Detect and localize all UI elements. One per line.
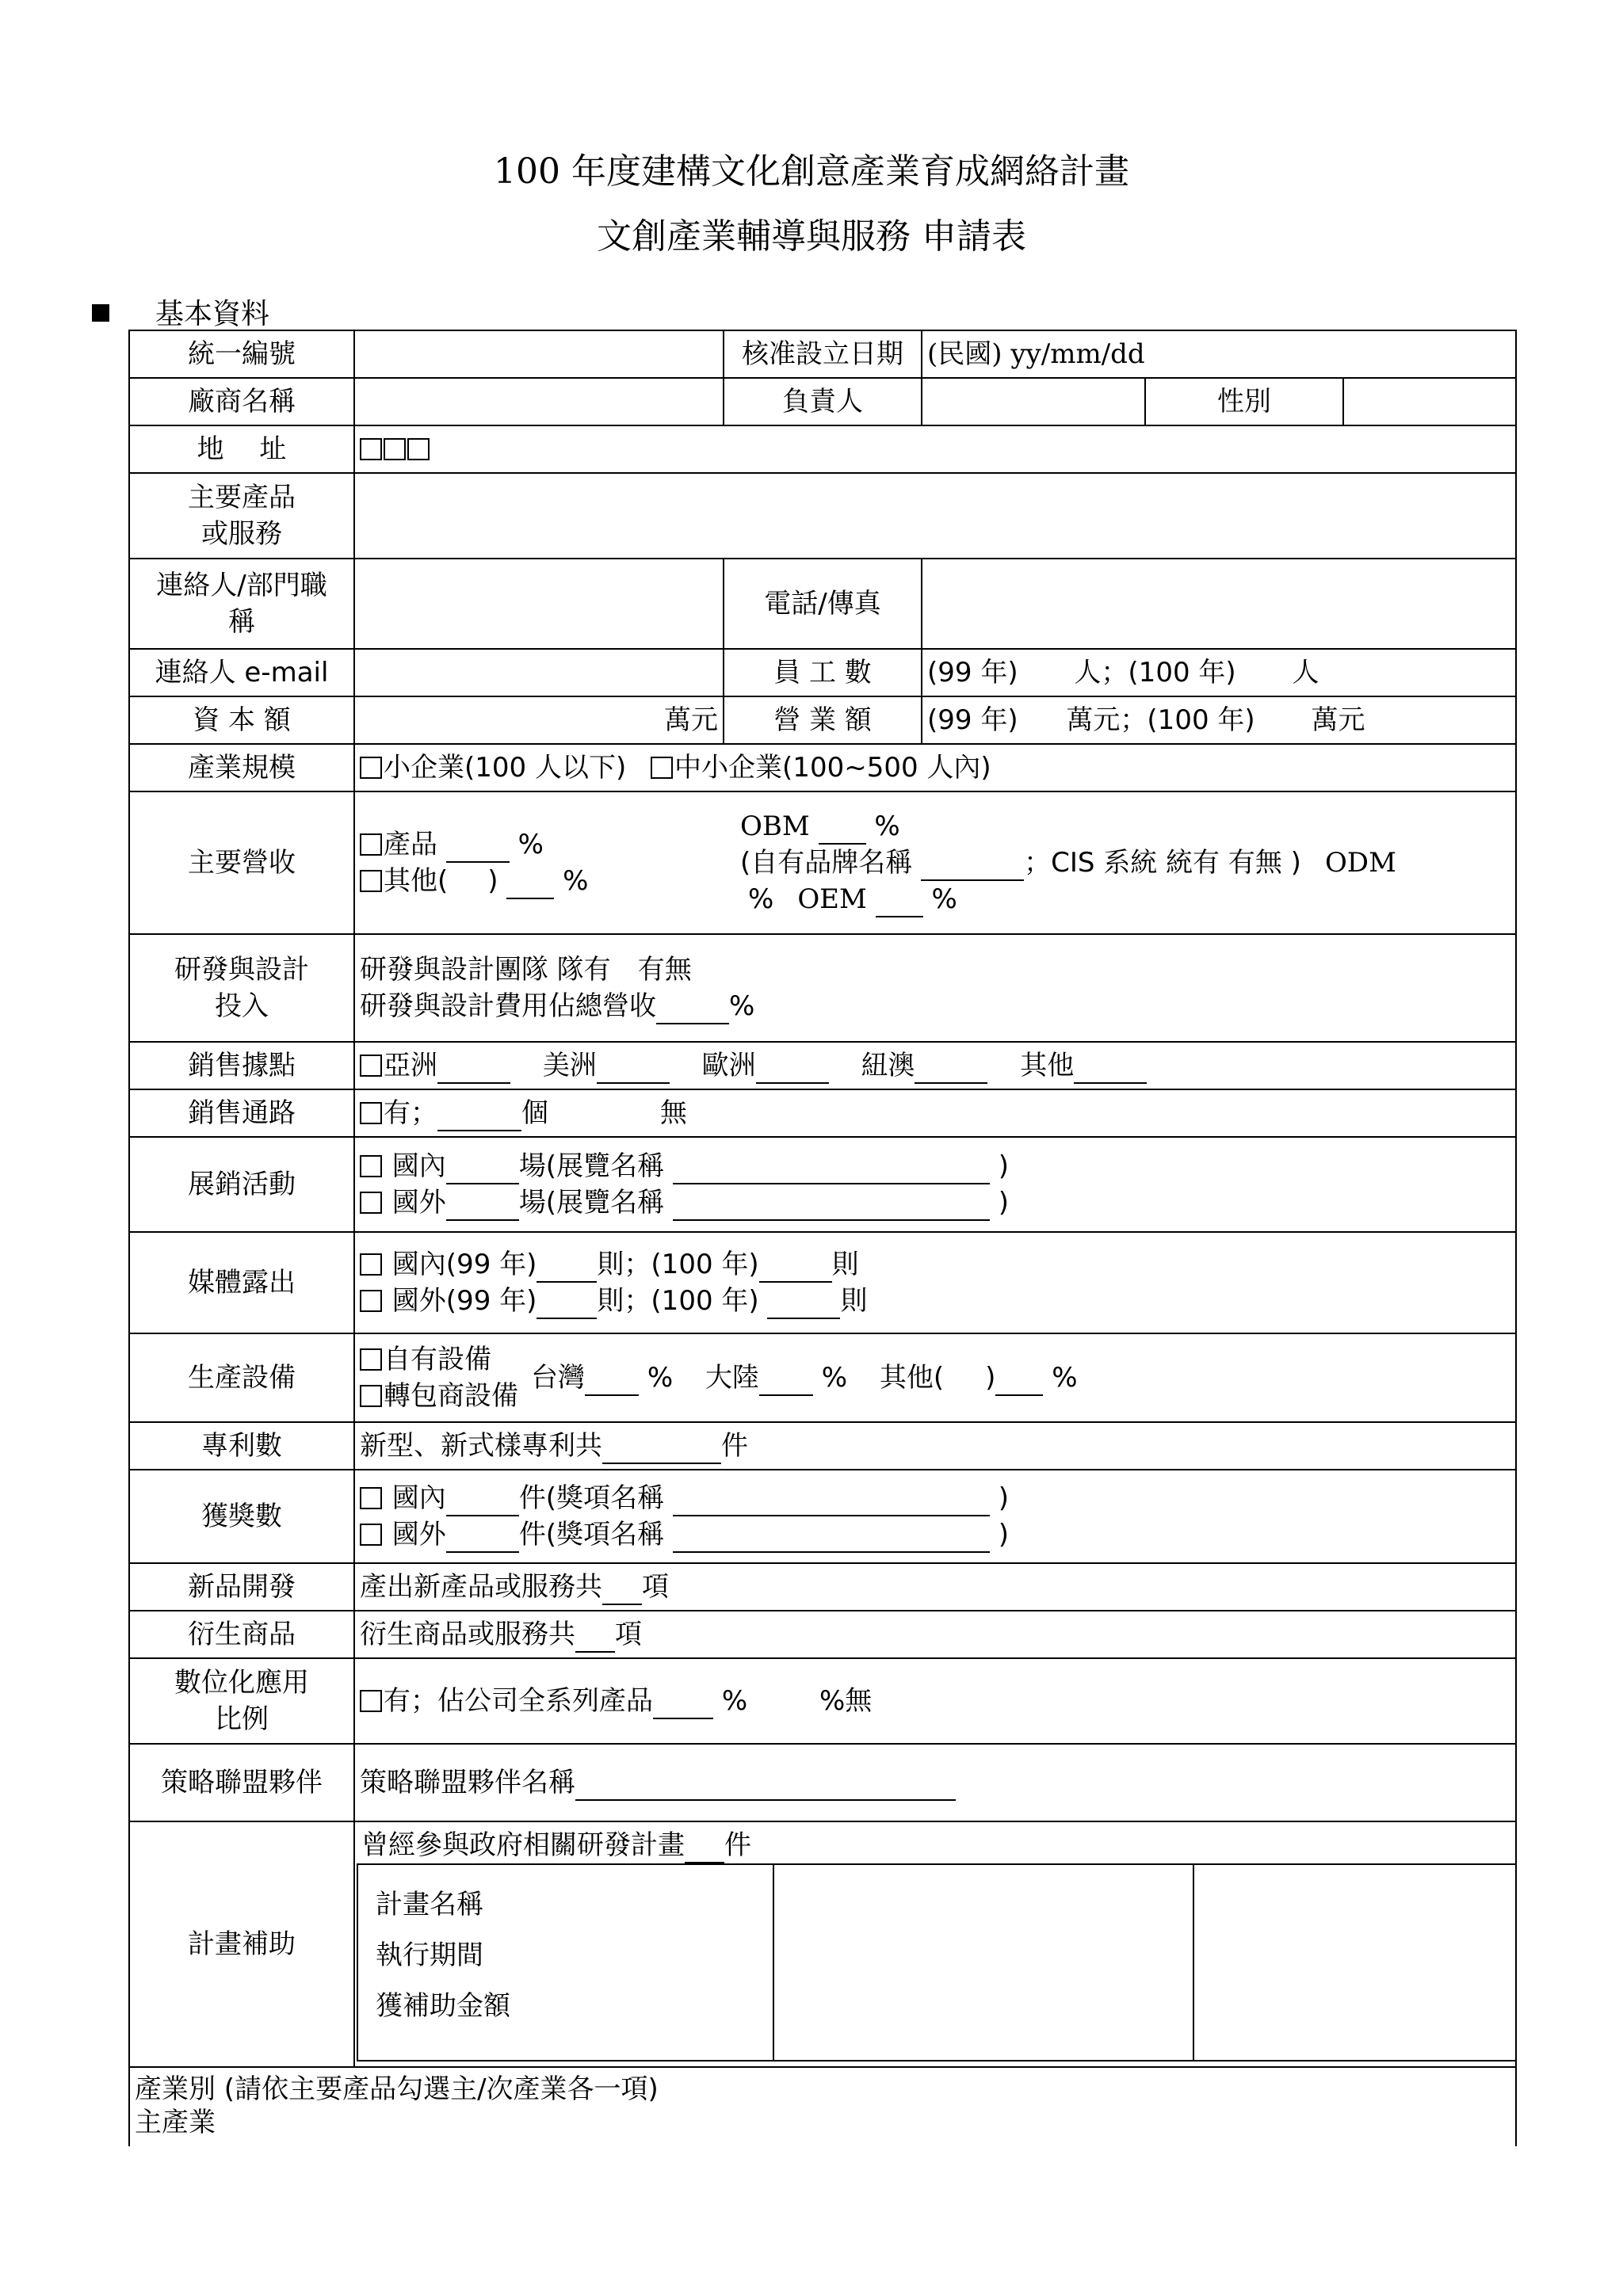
text-close: ) — [998, 1482, 1009, 1514]
application-form-table — [128, 330, 1517, 2146]
pct-sign: % — [748, 883, 774, 915]
postcode-box-icon[interactable] — [407, 438, 430, 460]
label-scale: 產業規模 — [129, 744, 354, 791]
label-derivative: 衍生商品 — [129, 1611, 354, 1658]
text-derivative-unit: 項 — [615, 1619, 642, 1650]
blank-alliance[interactable] — [575, 1769, 956, 1801]
revenue-99: (99 年) — [927, 704, 1018, 736]
text-media-end: 則 — [840, 1285, 868, 1317]
blank-media-foreign-99[interactable] — [537, 1287, 597, 1319]
label-equipment: 生產設備 — [129, 1333, 354, 1422]
pct-sign: % — [647, 1362, 674, 1394]
label-awards: 獲獎數 — [129, 1470, 354, 1563]
industry-instruction: 產業別 (請依主要產品勾選主/次產業各一項) — [135, 2073, 659, 2105]
field-exhibition — [354, 1137, 1516, 1232]
row-subsidy — [129, 1821, 1516, 2067]
field-digital — [354, 1658, 1516, 1744]
label-employees: 員 工 數 — [724, 649, 922, 696]
pct-sign: % — [721, 1685, 748, 1717]
blank-subsidy-count[interactable] — [685, 1832, 724, 1863]
text-alliance: 策略聯盟夥伴名稱 — [360, 1767, 575, 1798]
field-media — [354, 1232, 1516, 1333]
row-email — [129, 649, 1516, 696]
blank-exhibition-foreign-name[interactable] — [673, 1189, 990, 1221]
text-china: 大陸 — [705, 1362, 759, 1394]
blank-rnd-pct[interactable] — [656, 993, 729, 1024]
postcode-box-icon[interactable] — [384, 438, 406, 460]
rnd-team: 研發與設計團隊 隊有 有無 — [360, 954, 692, 986]
pct-sign: % — [1052, 1362, 1078, 1394]
row-scale — [129, 744, 1516, 791]
field-main-product[interactable] — [354, 473, 1516, 559]
field-subsidy-amount: 獲補助金額 — [376, 1990, 510, 2022]
field-address[interactable] — [354, 425, 1516, 473]
text-own-equipment: 自有設備 — [384, 1344, 491, 1375]
checkbox-own-equipment[interactable] — [360, 1348, 382, 1371]
label-sales-points: 銷售據點 — [129, 1042, 354, 1089]
text-media-domestic: 國內(99 年) — [384, 1249, 537, 1280]
blank-media-domestic-99[interactable] — [537, 1251, 597, 1283]
label-digital-line1: 數位化應用 — [174, 1667, 309, 1699]
checkbox-exhibition-domestic[interactable] — [360, 1155, 382, 1177]
subsidy-entry-col2[interactable] — [1193, 1864, 1515, 2061]
label-capital: 資 本 額 — [129, 696, 354, 744]
blank-new-product[interactable] — [602, 1573, 642, 1605]
label-approval-date: 核准設立日期 — [724, 330, 922, 378]
text-equip-other-close: ) — [985, 1362, 996, 1394]
text-exhibition-name: 場(展覽名稱 — [518, 1187, 665, 1219]
row-sales-points — [129, 1042, 1516, 1089]
field-project-name: 計畫名稱 — [376, 1889, 483, 1920]
field-capital[interactable]: 萬元 — [354, 696, 724, 744]
row-exhibition — [129, 1137, 1516, 1232]
checkbox-awards-foreign[interactable] — [360, 1524, 382, 1546]
label-address: 地 址 — [129, 425, 354, 473]
revenue-100: 萬元；(100 年) — [1066, 704, 1255, 736]
blank-taiwan[interactable] — [585, 1364, 639, 1396]
text-other-close: ) — [487, 865, 498, 897]
text-odm: ODM — [1324, 847, 1396, 879]
blank-europe[interactable] — [756, 1052, 829, 1084]
opt-sme: 中小企業(100~500 人內) — [674, 752, 991, 784]
row-industry — [129, 2067, 1516, 2146]
text-new-product: 產出新產品或服務共 — [360, 1571, 602, 1603]
text-domestic: 國內 — [384, 1482, 446, 1514]
label-contact-line2: 稱 — [228, 606, 255, 638]
blank-equip-other[interactable] — [995, 1364, 1043, 1396]
text-derivative: 衍生商品或服務共 — [360, 1619, 575, 1650]
pct-sign: % — [729, 990, 755, 1022]
text-close: ) — [998, 1187, 1009, 1219]
blank-oem[interactable] — [876, 886, 923, 917]
blank-awards-foreign-count[interactable] — [446, 1521, 519, 1553]
text-equip-other: 其他( — [879, 1362, 945, 1394]
label-owner: 負責人 — [724, 378, 922, 425]
checkbox-exhibition-foreign[interactable] — [360, 1192, 382, 1214]
label-patents: 專利數 — [129, 1422, 354, 1470]
row-media — [129, 1232, 1516, 1333]
row-main-product — [129, 473, 1516, 559]
text-close: ) — [998, 1150, 1009, 1182]
text-subsidy: 曾經參與政府相關研發計畫 — [361, 1829, 685, 1861]
field-alliance — [354, 1744, 1516, 1821]
blank-media-foreign-100[interactable] — [767, 1287, 840, 1319]
text-asia: 亞洲 — [384, 1050, 437, 1081]
checkbox-media-domestic[interactable] — [360, 1253, 382, 1276]
revenue-unit: 萬元 — [1311, 704, 1365, 736]
employees-100: 人；(100 年) — [1074, 657, 1236, 688]
label-new-product: 新品開發 — [129, 1563, 354, 1611]
blank-product-pct[interactable] — [446, 831, 510, 863]
field-awards — [354, 1470, 1516, 1563]
blank-obm[interactable] — [819, 813, 866, 845]
field-subsidy — [354, 1821, 1516, 2067]
label-subsidy: 計畫補助 — [129, 1821, 354, 2067]
pct-sign: % — [931, 883, 957, 915]
text-patents-unit: 件 — [721, 1430, 748, 1462]
text-other-region: 其他 — [1020, 1050, 1075, 1081]
text-brand: (自有品牌名稱 — [740, 847, 913, 879]
text-media-end: 則 — [831, 1249, 859, 1280]
row-sales-channel — [129, 1089, 1516, 1137]
employees-unit: 人 — [1292, 657, 1319, 688]
field-patents — [354, 1422, 1516, 1470]
blank-other-pct[interactable] — [506, 868, 554, 899]
label-company-name: 廠商名稱 — [129, 378, 354, 425]
text-other: 其他( — [384, 865, 449, 897]
checkbox-digital[interactable] — [360, 1690, 382, 1712]
checkbox-product[interactable] — [360, 833, 382, 856]
field-scale — [354, 744, 1516, 791]
field-gender[interactable] — [1343, 378, 1516, 425]
label-exhibition: 展銷活動 — [129, 1137, 354, 1232]
text-foreign: 國外 — [384, 1187, 446, 1219]
label-gender: 性別 — [1145, 378, 1343, 425]
blank-exhibition-foreign-count[interactable] — [446, 1189, 519, 1221]
row-patents — [129, 1422, 1516, 1470]
field-sales-channel — [354, 1089, 1516, 1137]
row-address — [129, 425, 1516, 473]
form-title-line2: 文創產業輔導與服務 申請表 — [597, 216, 1026, 257]
blank-awards-domestic-name[interactable] — [673, 1485, 990, 1516]
subsidy-detail-table — [357, 1863, 1515, 2061]
checkbox-media-foreign[interactable] — [360, 1290, 382, 1312]
blank-digital-pct[interactable] — [653, 1688, 713, 1719]
checkbox-sme[interactable] — [651, 757, 673, 779]
field-equipment — [354, 1333, 1516, 1422]
field-owner[interactable] — [922, 378, 1145, 425]
blank-awards-foreign-name[interactable] — [673, 1521, 990, 1553]
field-phone-fax[interactable] — [922, 559, 1516, 649]
label-rnd-line1: 研發與設計 — [174, 954, 309, 986]
text-digital: 有；佔公司全系列產品 — [384, 1685, 653, 1717]
label-contact — [129, 559, 354, 649]
pct-sign: % — [821, 1362, 848, 1394]
field-derivative — [354, 1611, 1516, 1658]
label-media: 媒體露出 — [129, 1232, 354, 1333]
text-obm: OBM — [740, 810, 810, 842]
text-close: ) — [998, 1519, 1009, 1550]
text-oem: OEM — [797, 883, 867, 915]
label-unified-number: 統一編號 — [129, 330, 354, 378]
text-digital-none: %無 — [819, 1685, 873, 1717]
checkbox-small-enterprise[interactable] — [360, 757, 382, 779]
blank-other-region[interactable] — [1074, 1052, 1147, 1084]
blank-asia[interactable] — [437, 1052, 510, 1084]
text-domestic: 國內 — [384, 1150, 446, 1182]
row-contact — [129, 559, 1516, 649]
rnd-cost: 研發與設計費用佔總營收 — [360, 990, 656, 1022]
row-alliance — [129, 1744, 1516, 1821]
text-award-name: 件(獎項名稱 — [518, 1519, 665, 1550]
field-unified-number[interactable] — [354, 330, 724, 378]
checkbox-sales-points[interactable] — [360, 1055, 382, 1077]
blank-america[interactable] — [597, 1052, 670, 1084]
blank-oceania[interactable] — [915, 1052, 987, 1084]
label-main-revenue: 主要營收 — [129, 791, 354, 934]
blank-china[interactable] — [759, 1364, 813, 1396]
form-title-line1: 100 年度建構文化創意產業育成網絡計畫 — [494, 151, 1129, 192]
checkbox-awards-domestic[interactable] — [360, 1487, 382, 1509]
text-america: 美洲 — [542, 1050, 597, 1081]
employees-99: (99 年) — [927, 657, 1018, 688]
text-sub-equipment: 轉包商設備 — [384, 1380, 518, 1412]
row-derivative — [129, 1611, 1516, 1658]
pct-sign: % — [517, 829, 544, 860]
blank-brand[interactable] — [921, 849, 1024, 881]
label-main-product — [129, 473, 354, 559]
postcode-box-icon[interactable] — [360, 438, 382, 460]
row-new-product — [129, 1563, 1516, 1611]
text-patents: 新型、新式樣專利共 — [360, 1430, 602, 1462]
field-email[interactable] — [354, 649, 724, 696]
label-digital-line2: 比例 — [215, 1703, 269, 1735]
label-alliance: 策略聯盟夥伴 — [129, 1744, 354, 1821]
field-execution-period: 執行期間 — [376, 1939, 483, 1971]
blank-exhibition-domestic-count[interactable] — [446, 1153, 519, 1184]
row-rnd — [129, 934, 1516, 1042]
text-award-name: 件(獎項名稱 — [518, 1482, 665, 1514]
blank-channel-count[interactable] — [437, 1100, 521, 1131]
text-taiwan: 台灣 — [531, 1362, 585, 1394]
text-media-mid: 則；(100 年) — [597, 1285, 759, 1317]
field-revenue[interactable] — [922, 696, 1516, 744]
checkbox-sales-channel[interactable] — [360, 1102, 382, 1124]
blank-exhibition-domestic-name[interactable] — [673, 1153, 990, 1184]
text-new-product-unit: 項 — [642, 1571, 669, 1603]
text-none: 無 — [659, 1097, 687, 1129]
checkbox-other[interactable] — [360, 870, 382, 892]
label-main-product-line2: 或服務 — [201, 518, 282, 550]
opt-small-enterprise: 小企業(100 人以下) — [384, 752, 627, 784]
text-exhibition-name: 場(展覽名稱 — [518, 1150, 665, 1182]
label-email: 連絡人 e-mail — [129, 649, 354, 696]
field-contact[interactable] — [354, 559, 724, 649]
field-approval-date[interactable]: (民國) yy/mm/dd — [922, 330, 1516, 378]
field-industry — [129, 2067, 1516, 2146]
field-rnd — [354, 934, 1516, 1042]
label-main-product-line1: 主要產品 — [188, 482, 296, 513]
blank-media-domestic-100[interactable] — [759, 1251, 832, 1283]
row-company-name — [129, 378, 1516, 425]
blank-derivative[interactable] — [575, 1621, 615, 1653]
text-foreign: 國外 — [384, 1519, 446, 1550]
text-oceania: 紐澳 — [861, 1050, 915, 1081]
checkbox-sub-equipment[interactable] — [360, 1385, 382, 1407]
industry-main-label: 主產業 — [135, 2107, 216, 2138]
text-subsidy-unit: 件 — [724, 1829, 751, 1861]
row-capital — [129, 696, 1516, 744]
field-main-revenue — [354, 791, 1516, 934]
square-bullet-icon — [92, 304, 109, 322]
field-sales-points — [354, 1042, 1516, 1089]
label-contact-line1: 連絡人/部門職 — [156, 570, 327, 601]
text-has: 有； — [384, 1097, 437, 1129]
field-new-product — [354, 1563, 1516, 1611]
row-digital — [129, 1658, 1516, 1744]
label-revenue: 營 業 額 — [724, 696, 922, 744]
pct-sign: % — [563, 865, 589, 897]
text-cis: ；CIS 系統 統有 有無 ) — [1024, 847, 1301, 879]
blank-awards-domestic-count[interactable] — [446, 1485, 519, 1516]
text-product: 產品 — [384, 829, 437, 860]
label-rnd — [129, 934, 354, 1042]
label-digital — [129, 1658, 354, 1744]
text-media-mid: 則；(100 年) — [597, 1249, 759, 1280]
row-main-revenue — [129, 791, 1516, 934]
row-equipment — [129, 1333, 1516, 1422]
label-rnd-line2: 投入 — [215, 990, 269, 1022]
section-label: 基本資料 — [155, 298, 270, 330]
label-sales-channel: 銷售通路 — [129, 1089, 354, 1137]
pct-sign: % — [874, 810, 900, 842]
row-awards — [129, 1470, 1516, 1563]
subsidy-fields — [357, 1864, 773, 2061]
field-company-name[interactable] — [354, 378, 724, 425]
field-employees[interactable] — [922, 649, 1516, 696]
section-basic-info — [92, 292, 269, 332]
label-phone-fax: 電話/傳真 — [724, 559, 922, 649]
blank-patents[interactable] — [602, 1432, 721, 1464]
subsidy-entry-col1[interactable] — [773, 1864, 1193, 2061]
text-europe: 歐洲 — [701, 1050, 756, 1081]
text-channel-unit: 個 — [521, 1097, 548, 1129]
row-unified-number — [129, 330, 1516, 378]
text-media-foreign: 國外(99 年) — [384, 1285, 537, 1317]
